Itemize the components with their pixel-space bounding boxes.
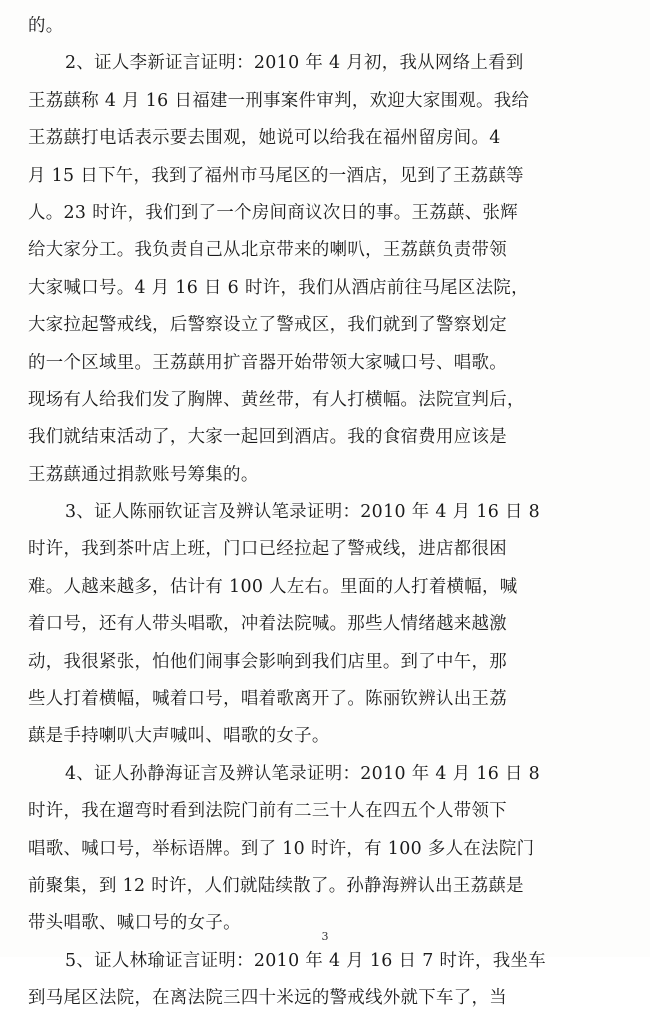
text-line: 大家喊口号。4 月 16 日 6 时许，我们从酒店前往马尾区法院， (28, 277, 529, 298)
text-line: 难。人越来越多，估计有 100 人左右。里面的人打着横幅，喊 (28, 576, 518, 597)
text-line: 时许，我到茶叶店上班，门口已经拉起了警戒线，进店都很困 (28, 539, 507, 560)
document-body (28, 8, 616, 1018)
page-number: 3 (321, 930, 329, 943)
text-line: 到马尾区法院，在离法院三四十米远的警戒线外就下车了，当 (28, 988, 507, 1009)
text-line: 唱歌、喊口号，举标语牌。到了 10 时许，有 100 多人在法院门 (28, 838, 535, 859)
text-line: 5、证人林瑜证言证明：2010 年 4 月 16 日 7 时许，我坐车 (65, 950, 546, 971)
text-line: 动，我很紧张，怕他们闹事会影响到我们店里。到了中午，那 (28, 651, 507, 672)
text-line: 现场有人给我们发了胸牌、黄丝带，有人打横幅。法院宣判后， (28, 389, 525, 410)
text-line: 王荔蕻称 4 月 16 日福建一刑事案件审判，欢迎大家围观。我给 (28, 90, 530, 111)
text-line: 王荔蕻通过捐款账号筹集的。 (28, 464, 259, 485)
text-line: 2、证人李新证言证明：2010 年 4 月初，我从网络上看到 (65, 53, 524, 74)
text-line: 给大家分工。我负责自己从北京带来的喇叭，王荔蕻负责带领 (28, 240, 507, 261)
text-line: 带头唱歌、喊口号的女子。 (28, 913, 241, 934)
text-line: 我们就结束活动了，大家一起回到酒店。我的食宿费用应该是 (28, 427, 507, 448)
text-line: 4、证人孙静海证言及辨认笔录证明：2010 年 4 月 16 日 8 (65, 763, 541, 784)
text-line: 王荔蕻打电话表示要去围观，她说可以给我在福州留房间。4 (28, 128, 501, 149)
text-line: 些人打着横幅，喊着口号，唱着歌离开了。陈丽钦辨认出王荔 (28, 689, 507, 710)
text-line: 月 15 日下午，我到了福州市马尾区的一酒店，见到了王荔蕻等 (28, 165, 524, 186)
text-line: 3、证人陈丽钦证言及辨认笔录证明：2010 年 4 月 16 日 8 (65, 502, 541, 523)
text-line: 前聚集，到 12 时许，人们就陆续散了。孙静海辨认出王荔蕻是 (28, 875, 524, 896)
text-line: 蕻是手持喇叭大声喊叫、唱歌的女子。 (28, 726, 330, 747)
text-line: 着口号，还有人带头唱歌，冲着法院喊。那些人情绪越来越激 (28, 614, 507, 635)
text-line: 时许，我在遛弯时看到法院门前有二三十人在四五个人带领下 (28, 801, 507, 822)
text-line: 的。 (28, 16, 64, 36)
text-line: 人。23 时许，我们到了一个房间商议次日的事。王荔蕻、张辉 (28, 202, 518, 223)
text-line: 大家拉起警戒线，后警察设立了警戒区，我们就到了警察划定 (28, 315, 507, 336)
text-line: 的一个区域里。王荔蕻用扩音器开始带领大家喊口号、唱歌。 (28, 352, 507, 373)
